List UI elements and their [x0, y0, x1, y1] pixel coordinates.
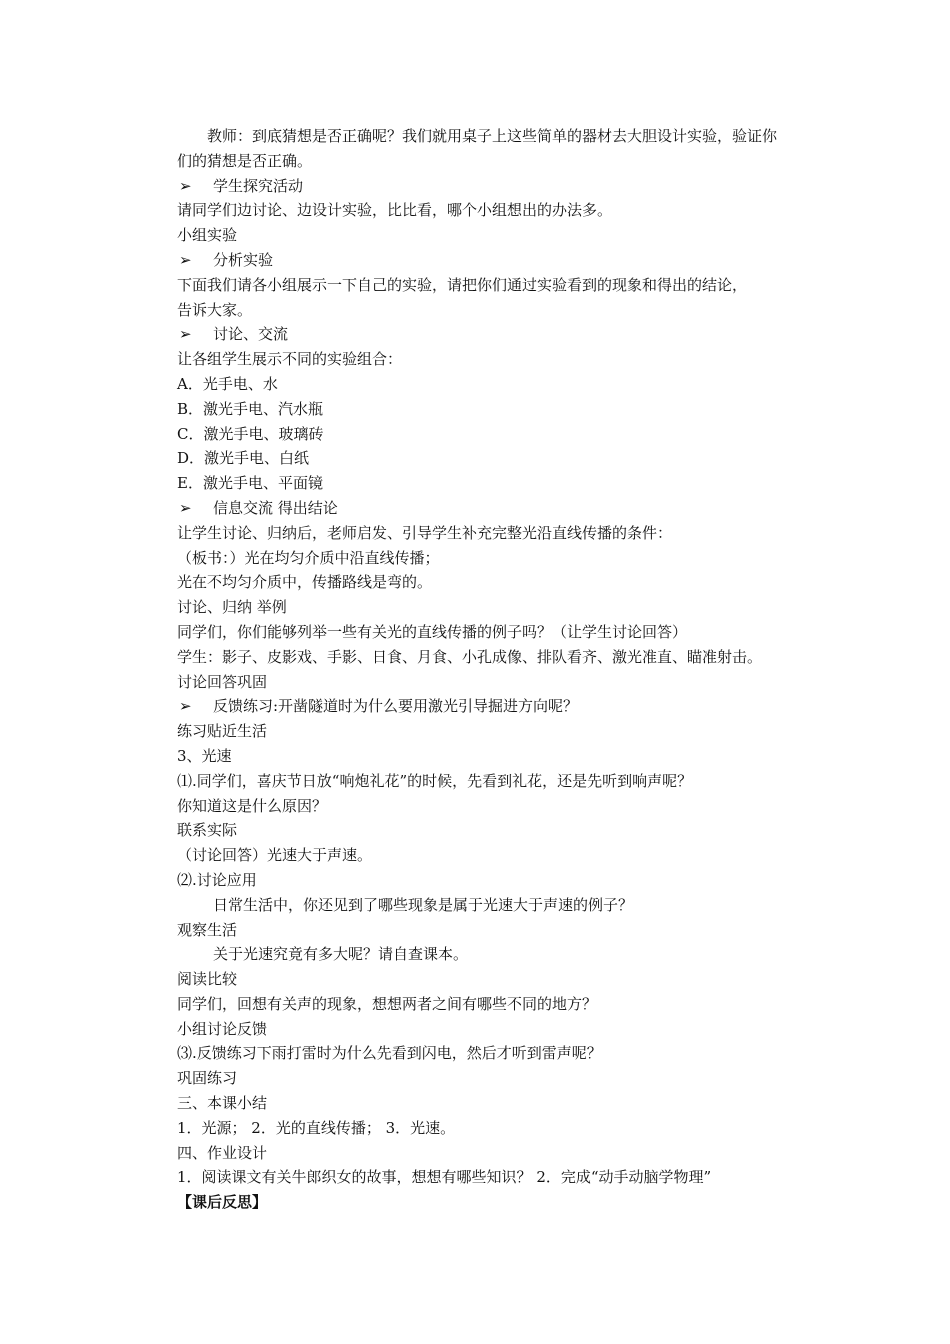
paragraph-line: 日常生活中，你还见到了哪些现象是属于光速大于声速的例子？	[213, 895, 634, 914]
bullet-arrow-icon: ➢	[179, 498, 192, 517]
paragraph-line: 告诉大家。	[177, 300, 253, 319]
section-heading: 三、本课小结	[177, 1094, 268, 1113]
list-item: A．光手电、水	[177, 374, 278, 393]
paragraph-line: 你知道这是什么原因？	[177, 796, 328, 815]
side-note: 联系实际	[177, 821, 238, 840]
side-note: 巩固练习	[177, 1069, 238, 1088]
list-item: D．激光手电、白纸	[177, 449, 310, 468]
bullet-arrow-icon: ➢	[179, 697, 192, 716]
bullet-heading-text: 反馈练习:开凿隧道时为什么要用激光引导掘进方向呢？	[213, 697, 579, 716]
bullet-arrow-icon: ➢	[179, 176, 192, 195]
bullet-heading-text: 讨论、交流	[213, 325, 289, 344]
paragraph-line: （讨论回答）光速大于声速。	[177, 846, 373, 865]
side-note: 讨论回答巩固	[177, 672, 268, 691]
paragraph-line: 让学生讨论、归纳后，老师启发、引导学生补充完整光沿直线传播的条件：	[177, 523, 673, 542]
side-note: 讨论、归纳 举例	[177, 598, 287, 617]
paragraph-line: 学生：影子、皮影戏、手影、日食、月食、小孔成像、排队看齐、激光准直、瞄准射击。	[177, 647, 763, 666]
paragraph-line: 同学们，回想有关声的现象，想想两者之间有哪些不同的地方？	[177, 994, 598, 1013]
bullet-heading-text: 分析实验	[213, 250, 274, 269]
bullet-heading	[177, 248, 817, 273]
section-heading: 四、作业设计	[177, 1143, 268, 1162]
homework-list: 1．阅读课文有关牛郎织女的故事，想想有哪些知识？ 2．完成“动手动脑学物理”	[177, 1168, 712, 1187]
paragraph-line: 下面我们请各小组展示一下自己的实验，请把你们通过实验看到的现象和得出的结论，	[177, 275, 748, 294]
side-note: 小组实验	[177, 226, 238, 245]
side-note: 阅读比较	[177, 970, 238, 989]
document-body	[177, 124, 817, 1215]
paragraph-line: （板书：）光在均匀介质中沿直线传播；	[177, 548, 440, 567]
side-note: 小组讨论反馈	[177, 1019, 268, 1038]
summary-list: 1．光源； 2．光的直线传播； 3．光速。	[177, 1118, 456, 1137]
bullet-arrow-icon: ➢	[179, 250, 192, 269]
list-item: C．激光手电、玻璃砖	[177, 424, 324, 443]
list-item: E．激光手电、平面镜	[177, 474, 323, 493]
paragraph-line: 关于光速究竟有多大呢？请自查课本。	[213, 945, 469, 964]
bullet-heading	[177, 322, 817, 347]
bullet-heading	[177, 694, 817, 719]
bullet-heading-text: 信息交流 得出结论	[213, 498, 338, 517]
paragraph-line: 同学们，你们能够列举一些有关光的直线传播的例子吗？（让学生讨论回答）	[177, 622, 688, 641]
paragraph-line: ⑵.讨论应用	[177, 870, 257, 889]
paragraph-line: ⑴.同学们，喜庆节日放“响炮礼花”的时候，先看到礼花，还是先听到响声呢？	[177, 771, 693, 790]
reflection-heading: 【课后反思】	[177, 1193, 268, 1212]
paragraph-line: ⑶.反馈练习下雨打雷时为什么先看到闪电，然后才听到雷声呢？	[177, 1044, 602, 1063]
paragraph-line: 让各组学生展示不同的实验组合：	[177, 350, 403, 369]
paragraph-line: 们的猜想是否正确。	[177, 151, 313, 170]
bullet-heading-text: 学生探究活动	[213, 176, 304, 195]
section-heading: 3、光速	[177, 746, 232, 765]
paragraph-line: 请同学们边讨论、边设计实验，比比看，哪个小组想出的办法多。	[177, 201, 613, 220]
list-item: B．激光手电、汽水瓶	[177, 399, 324, 418]
side-note: 观察生活	[177, 920, 238, 939]
paragraph-line: 教师：到底猜想是否正确呢？我们就用桌子上这些简单的器材去大胆设计实验，验证你	[207, 127, 778, 145]
paragraph-line: 光在不均匀介质中，传播路线是弯的。	[177, 573, 433, 592]
bullet-heading	[177, 496, 817, 521]
side-note: 练习贴近生活	[177, 722, 268, 741]
bullet-heading	[177, 174, 817, 199]
bullet-arrow-icon: ➢	[179, 325, 192, 344]
